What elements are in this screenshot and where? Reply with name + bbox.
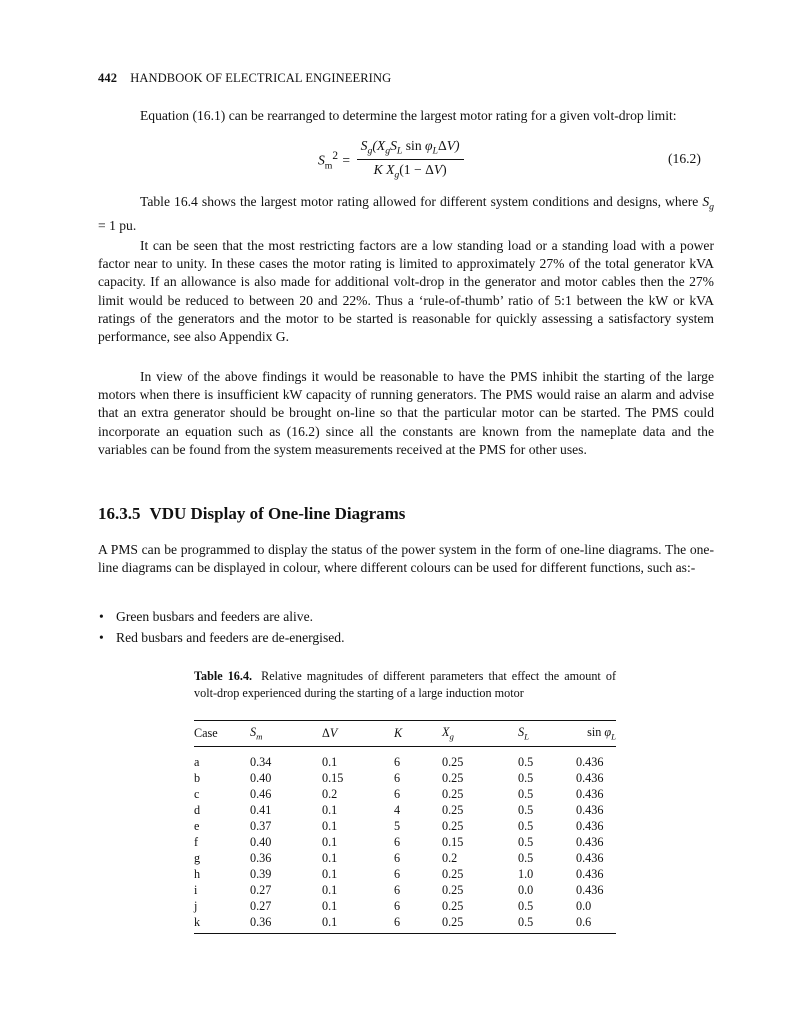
cell-sm: 0.36 — [250, 851, 272, 865]
cell-xg: 0.25 — [442, 819, 464, 833]
paragraph-table-reference: Table 16.4 shows the largest motor rating allowed for different system conditions and designs, where $S_g = 1$ pu. — [98, 194, 714, 233]
cell-sin-phi: 0.436 — [576, 803, 604, 817]
cell-k: 6 — [394, 835, 401, 849]
cell-xg: 0.25 — [442, 787, 464, 801]
cell-sin-phi: 0.436 — [576, 755, 604, 769]
cell-case: e — [194, 819, 200, 833]
cell-sm: 0.37 — [250, 819, 272, 833]
cell-case: c — [194, 787, 200, 801]
cell-sl: 0.0 — [518, 883, 534, 897]
table-row — [194, 747, 616, 771]
cell-dv: 0.2 — [322, 787, 338, 801]
cell-sm: 0.40 — [250, 835, 272, 849]
cell-sin-phi: 0.0 — [576, 899, 592, 913]
cell-sl: 0.5 — [518, 803, 534, 817]
cell-sin-phi: 0.436 — [576, 883, 604, 897]
section-number: 16.3.5 — [98, 504, 141, 523]
cell-k: 4 — [394, 803, 401, 817]
table-label: Table 16.4. — [194, 669, 253, 683]
cell-xg: 0.25 — [442, 771, 464, 785]
cell-sl: 0.5 — [518, 835, 534, 849]
table-row — [194, 882, 616, 898]
table-row — [194, 834, 616, 850]
table-row — [194, 786, 616, 802]
table-caption-text: Relative magnitudes of different parameters that effect the amount of volt-drop experienced during the starting of a large induction motor — [194, 669, 616, 700]
cell-k: 6 — [394, 883, 401, 897]
cell-xg: 0.25 — [442, 755, 464, 769]
cell-sl: 1.0 — [518, 867, 534, 881]
cell-case: d — [194, 803, 201, 817]
cell-xg: 0.25 — [442, 899, 464, 913]
cell-k: 6 — [394, 867, 401, 881]
cell-sm: 0.36 — [250, 915, 272, 929]
list-item: • Red busbars and feeders are de-energised. — [98, 627, 714, 648]
cell-case: j — [194, 899, 198, 913]
cell-xg: 0.25 — [442, 915, 464, 929]
section-title: VDU Display of One-line Diagrams — [149, 504, 406, 523]
column-header-k: K — [394, 726, 403, 740]
table-row — [194, 818, 616, 834]
cell-sm: 0.46 — [250, 787, 272, 801]
cell-xg: 0.25 — [442, 883, 464, 897]
running-header — [98, 71, 391, 86]
cell-k: 6 — [394, 899, 401, 913]
cell-case: h — [194, 867, 201, 881]
table-header-row — [194, 721, 616, 747]
cell-sl: 0.5 — [518, 899, 534, 913]
cell-sin-phi: 0.436 — [576, 819, 604, 833]
cell-dv: 0.1 — [322, 819, 338, 833]
equation-16-2 — [318, 138, 464, 180]
cell-sm: 0.34 — [250, 755, 272, 769]
cell-sl: 0.5 — [518, 851, 534, 865]
cell-dv: 0.1 — [322, 899, 338, 913]
cell-dv: 0.1 — [322, 755, 338, 769]
cell-dv: 0.15 — [322, 771, 344, 785]
section-heading — [98, 504, 405, 524]
equation-fraction — [357, 138, 464, 180]
equation-numerator: $S_g(X_gS_L$ $\sin \varphi_L\Delta V$) — [357, 138, 464, 160]
cell-dv: 0.1 — [322, 915, 338, 929]
cell-case: i — [194, 883, 198, 897]
cell-sl: 0.5 — [518, 915, 534, 929]
cell-sin-phi: 0.436 — [576, 835, 604, 849]
column-header-case: Case — [194, 726, 218, 740]
cell-case: f — [194, 835, 199, 849]
cell-sin-phi: 0.436 — [576, 771, 604, 785]
cell-dv: 0.1 — [322, 835, 338, 849]
cell-sm: 0.41 — [250, 803, 272, 817]
bullet-icon: • — [99, 630, 104, 645]
cell-dv: 0.1 — [322, 883, 338, 897]
parameter-table — [194, 720, 616, 934]
table-row — [194, 898, 616, 914]
cell-case: g — [194, 851, 201, 865]
paragraph-equation-intro: Equation (16.1) can be rearranged to determine the largest motor rating for a given volt-drop limit: — [140, 108, 677, 123]
equation-number: (16.2) — [668, 151, 701, 166]
paragraph-restricting-factors: It can be seen that the most restricting factors are a low standing load or a standing load with a power factor near to unity. In these cases the motor rating is limited to approximately 27% of the total generator kVA capacity. If an allowance is also made for additional volt-drop in the generator and motor cables then the 27% limit would be reduced to between 20 and 22%. Thus a ‘rule-of-thumb’ ratio of 5:1 between the kW or kVA ratings of the generators and the motor to be started is reasonable for quickly assessing a satisfactory system performance, see also Appendix G. — [98, 238, 714, 345]
column-header-dv: ΔV — [322, 726, 338, 740]
cell-k: 6 — [394, 755, 401, 769]
cell-case: b — [194, 771, 201, 785]
column-header-sin-phi: $\sin \varphi_L$ — [587, 725, 616, 742]
table-caption — [194, 668, 616, 701]
cell-case: k — [194, 915, 201, 929]
bullet-list — [98, 606, 714, 648]
cell-sin-phi: 0.436 — [576, 867, 604, 881]
cell-sm: 0.40 — [250, 771, 272, 785]
cell-sm: 0.27 — [250, 899, 272, 913]
list-item: • Green busbars and feeders are alive. — [98, 606, 714, 627]
cell-sl: 0.5 — [518, 819, 534, 833]
cell-k: 6 — [394, 915, 401, 929]
column-header-sl: $S_L$ — [518, 725, 529, 742]
table-row — [194, 802, 616, 818]
cell-k: 5 — [394, 819, 401, 833]
cell-k: 6 — [394, 851, 401, 865]
page-number: 442 — [98, 71, 118, 85]
cell-dv: 0.1 — [322, 867, 338, 881]
cell-dv: 0.1 — [322, 851, 338, 865]
running-title: HANDBOOK OF ELECTRICAL ENGINEERING — [130, 71, 392, 85]
paragraph-one-line-diagrams: A PMS can be programmed to display the status of the power system in the form of one-line diagrams. The one-line diagrams can be displayed in colour, where different colours can be used for different functions, such as:- — [98, 542, 714, 576]
table-row — [194, 770, 616, 786]
cell-sl: 0.5 — [518, 755, 534, 769]
cell-sl: 0.5 — [518, 787, 534, 801]
cell-xg: 0.2 — [442, 851, 458, 865]
cell-xg: 0.25 — [442, 867, 464, 881]
cell-sin-phi: 0.436 — [576, 787, 604, 801]
cell-sl: 0.5 — [518, 771, 534, 785]
column-header-xg: $X_g$ — [442, 725, 454, 742]
paragraph-pms-inhibit: In view of the above findings it would be reasonable to have the PMS inhibit the starting of the large motors when there is insufficient kW capacity of running generators. The PMS would raise an alarm and advise that an extra generator should be brought on-line so that the particular motor can be started. The PMS could incorporate an equation such as (16.2) since all the constants are known from the nameplate data and the variables can be found from the system measurements received at the PMS for other uses. — [98, 369, 714, 457]
cell-sin-phi: 0.436 — [576, 851, 604, 865]
bullet-icon: • — [99, 609, 104, 624]
cell-xg: 0.25 — [442, 803, 464, 817]
table-row — [194, 866, 616, 882]
cell-k: 6 — [394, 787, 401, 801]
cell-sin-phi: 0.6 — [576, 915, 592, 929]
cell-k: 6 — [394, 771, 401, 785]
table-row — [194, 850, 616, 866]
equation-lhs: $S_m^2$ = — [318, 149, 351, 171]
cell-dv: 0.1 — [322, 803, 338, 817]
cell-case: a — [194, 755, 200, 769]
cell-sm: 0.39 — [250, 867, 272, 881]
table-row — [194, 914, 616, 934]
cell-xg: 0.15 — [442, 835, 464, 849]
equation-denominator: K $X_g(1 - \Delta V)$ — [373, 161, 447, 181]
column-header-sm: $S_m$ — [250, 725, 263, 742]
cell-sm: 0.27 — [250, 883, 272, 897]
